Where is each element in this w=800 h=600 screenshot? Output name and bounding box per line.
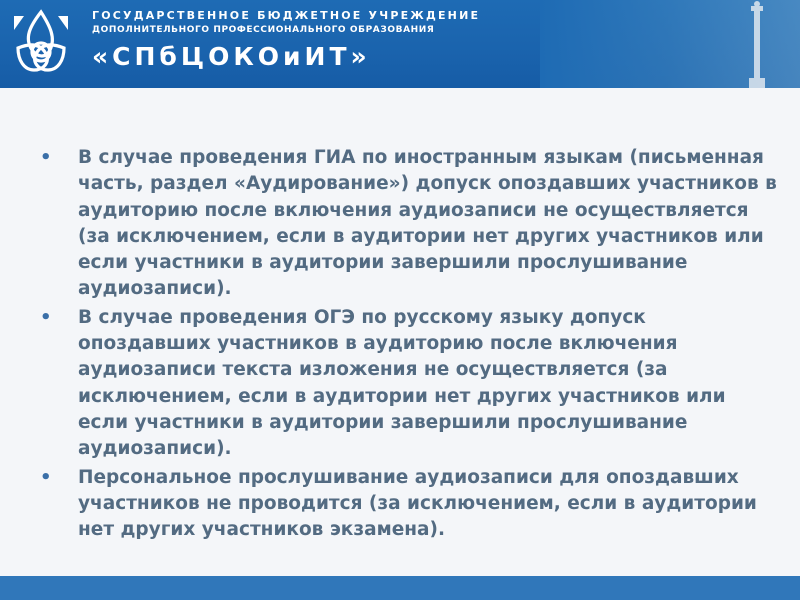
org-line-2: ДОПОЛНИТЕЛЬНОГО ПРОФЕССИОНАЛЬНОГО ОБРАЗОВАНИЯ: [92, 25, 435, 35]
footer-band: [0, 576, 800, 600]
list-item: [40, 145, 780, 303]
alexander-column-icon: [742, 0, 772, 88]
bullet-list: [40, 145, 780, 545]
bullet-text: В случае проведения ГИА по иностранным языкам (письменная часть, раздел «Аудирование») допуск опоздавших участников в аудиторию после включения аудиозаписи не осуществляется (за исключением, если в аудитории нет других участников или если участники в аудитории завершили прослушивание аудиозаписи).: [78, 147, 777, 300]
bullet-text: В случае проведения ОГЭ по русскому языку допуск опоздавших участников в аудиторию после включения аудиозаписи текста изложения не осуществляется (за исключением, если в аудитории нет других участников или если участники в аудитории завершили прослушивание аудиозаписи).: [78, 306, 726, 460]
celtic-knot-logo-icon: [10, 8, 72, 78]
bullet-text: Персональное прослушивание аудиозаписи для опоздавших участников не проводится (за исключением, если в аудитории нет других участников экзамена).: [78, 466, 757, 541]
list-item: [40, 305, 780, 463]
list-item: [40, 465, 780, 544]
header-banner: [0, 0, 800, 88]
bullet-dot: •: [40, 306, 52, 328]
bullet-dot: •: [40, 147, 52, 168]
org-line-1: ГОСУДАРСТВЕННОЕ БЮДЖЕТНОЕ УЧРЕЖДЕНИЕ: [92, 9, 481, 22]
bullet-dot: •: [40, 466, 52, 488]
org-name: «СПбЦОКОиИТ»: [92, 42, 371, 71]
